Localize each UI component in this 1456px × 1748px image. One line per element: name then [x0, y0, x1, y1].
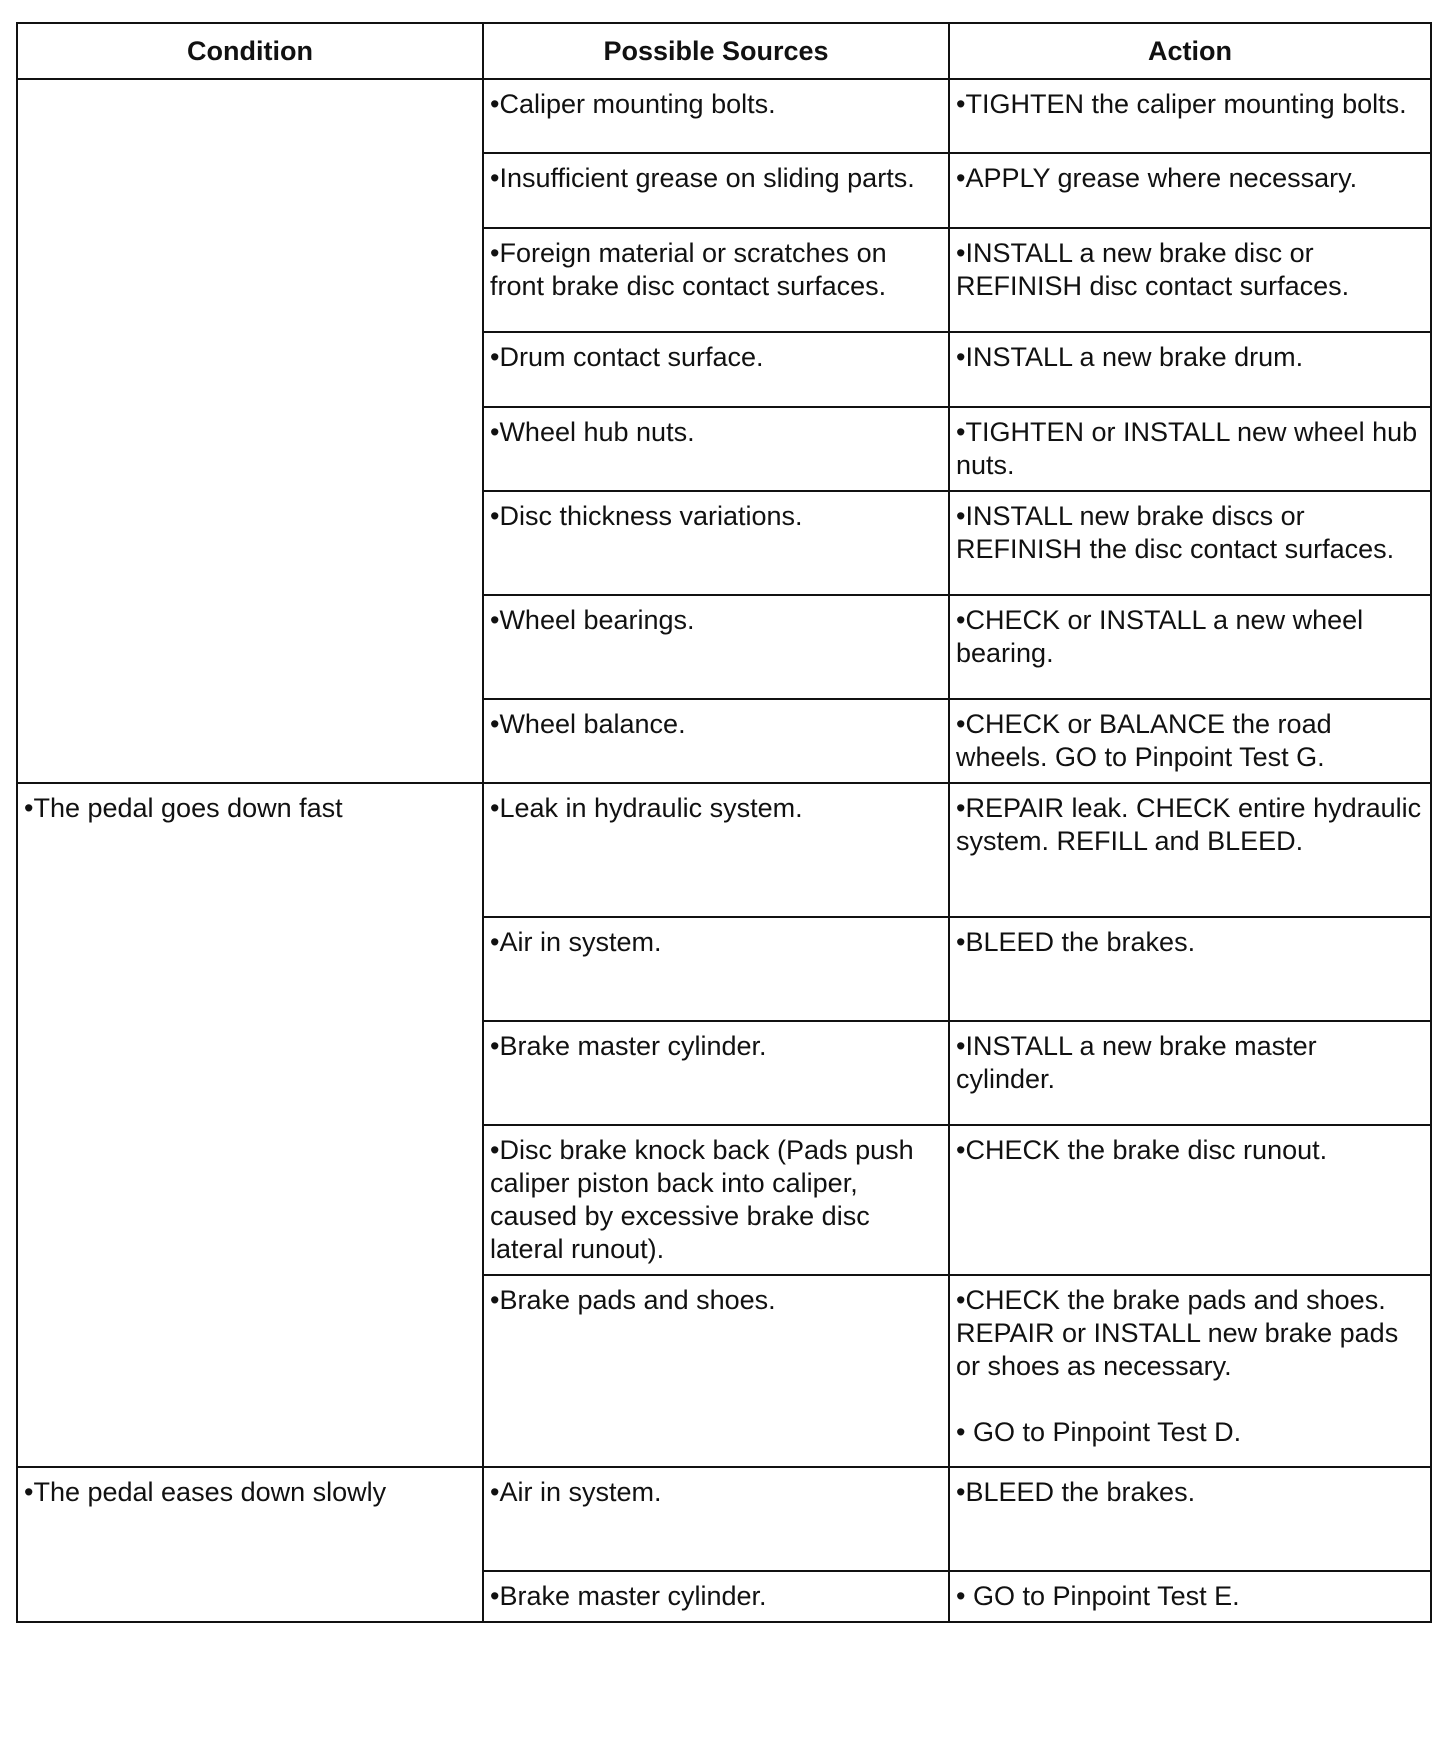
- source-cell: •Air in system.: [483, 917, 949, 1021]
- condition-cell: [17, 79, 483, 783]
- action-cell: •INSTALL new brake discs or REFINISH the disc contact surfaces.: [949, 491, 1431, 595]
- action-text: • GO to Pinpoint Test D.: [956, 1417, 1242, 1447]
- source-cell: •Caliper mounting bolts.: [483, 79, 949, 153]
- table-header-row: [17, 23, 1431, 79]
- source-cell: •Brake master cylinder.: [483, 1571, 949, 1622]
- table-row: [17, 79, 1431, 153]
- action-cell: •TIGHTEN the caliper mounting bolts.: [949, 79, 1431, 153]
- source-cell: •Disc thickness variations.: [483, 491, 949, 595]
- source-cell: •Brake master cylinder.: [483, 1021, 949, 1125]
- action-cell: •BLEED the brakes.: [949, 917, 1431, 1021]
- action-text: •CHECK the brake pads and shoes. REPAIR or INSTALL new brake pads or shoes as necessary.: [956, 1285, 1399, 1381]
- condition-cell: •The pedal eases down slowly: [17, 1467, 483, 1622]
- action-cell: •CHECK or INSTALL a new wheel bearing.: [949, 595, 1431, 699]
- action-cell: •CHECK or BALANCE the road wheels. GO to Pinpoint Test G.: [949, 699, 1431, 783]
- source-cell: •Drum contact surface.: [483, 332, 949, 407]
- source-cell: •Wheel hub nuts.: [483, 407, 949, 491]
- action-cell: •BLEED the brakes.: [949, 1467, 1431, 1571]
- action-cell: •INSTALL a new brake disc or REFINISH disc contact surfaces.: [949, 228, 1431, 332]
- table-row: [17, 1467, 1431, 1571]
- source-cell: •Leak in hydraulic system.: [483, 783, 949, 917]
- header-possible-sources: Possible Sources: [483, 23, 949, 79]
- source-cell: •Foreign material or scratches on front brake disc contact surfaces.: [483, 228, 949, 332]
- source-cell: •Brake pads and shoes.: [483, 1275, 949, 1467]
- source-cell: •Wheel bearings.: [483, 595, 949, 699]
- action-cell: [949, 1275, 1431, 1467]
- header-condition: Condition: [17, 23, 483, 79]
- action-cell: • GO to Pinpoint Test E.: [949, 1571, 1431, 1622]
- action-cell: •REPAIR leak. CHECK entire hydraulic system. REFILL and BLEED.: [949, 783, 1431, 917]
- source-cell: •Insufficient grease on sliding parts.: [483, 153, 949, 228]
- action-cell: •APPLY grease where necessary.: [949, 153, 1431, 228]
- diagnosis-table: [16, 22, 1432, 1623]
- diagnosis-page: [16, 22, 1430, 1623]
- action-cell: •INSTALL a new brake drum.: [949, 332, 1431, 407]
- source-cell: •Wheel balance.: [483, 699, 949, 783]
- action-cell: •CHECK the brake disc runout.: [949, 1125, 1431, 1275]
- table-row: [17, 783, 1431, 917]
- source-cell: •Disc brake knock back (Pads push caliper piston back into caliper, caused by excessive brake disc lateral runout).: [483, 1125, 949, 1275]
- header-action: Action: [949, 23, 1431, 79]
- action-cell: •INSTALL a new brake master cylinder.: [949, 1021, 1431, 1125]
- action-cell: •TIGHTEN or INSTALL new wheel hub nuts.: [949, 407, 1431, 491]
- source-cell: •Air in system.: [483, 1467, 949, 1571]
- condition-cell: •The pedal goes down fast: [17, 783, 483, 1467]
